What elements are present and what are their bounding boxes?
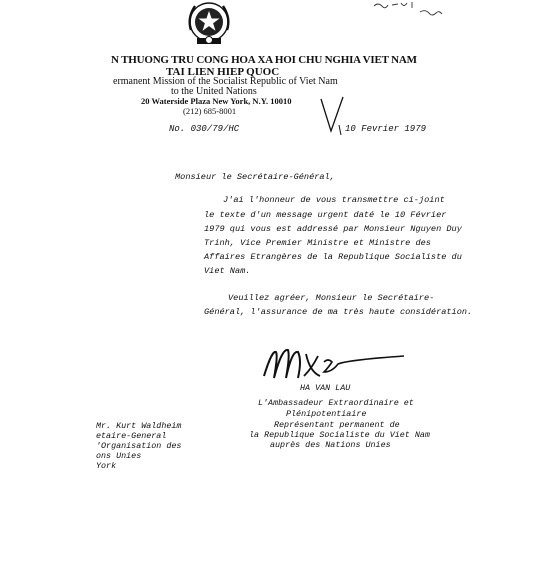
reference-number: No. 030/79/HC — [169, 124, 240, 134]
handwritten-date-mark — [317, 95, 347, 137]
paragraph-1-line: 1979 qui vous est addressé par Monsieur Nguyen Duy — [204, 224, 462, 234]
addressee-line: Mr. Kurt Waldheim — [96, 421, 182, 431]
letterhead-vietnamese-line-1: N THUONG TRU CONG HOA XA HOI CHU NGHIA VIET NAM — [111, 54, 417, 66]
paragraph-1-line: Affaires Etrangères de la Republique Socialiste du — [204, 252, 462, 262]
signatory-title-line: auprès des Nations Unies — [270, 440, 391, 450]
handwritten-note-mark — [370, 0, 450, 24]
salutation: Monsieur le Secrétaire-Général, — [175, 172, 335, 182]
letter-date: 10 Fevrier 1979 — [345, 124, 427, 134]
addressee-line: etaire-General — [96, 431, 167, 441]
signatory-title-line: Plénipotentiaire — [286, 409, 367, 419]
signatory-title-line: L'Ambassadeur Extraordinaire et — [258, 398, 414, 408]
paragraph-1-line: Viet Nam. — [204, 266, 251, 276]
paragraph-1-line: J'ai l'honneur de vous transmettre ci-joint — [223, 195, 445, 205]
handwritten-signature — [258, 342, 408, 384]
signatory-title-line: Représentant permanent de — [274, 420, 400, 430]
letterhead-vietnamese-line-2: TAI LIEN HIEP QUOC — [166, 66, 280, 78]
addressee-line: York — [96, 461, 117, 471]
letterhead-address: 20 Waterside Plaza New York, N.Y. 10010 — [141, 96, 292, 106]
paragraph-1-line: Trinh, Vice Premier Ministre et Ministre des — [204, 238, 431, 248]
letterhead-english-line-1: ermanent Mission of the Socialist Republic of Viet Nam — [113, 76, 338, 87]
paragraph-2-line: Général, l'assurance de ma très haute considération. — [204, 307, 473, 317]
paragraph-2-line: Veuillez agréer, Monsieur le Secrétaire- — [228, 293, 435, 303]
addressee-line: 'Organisation des — [96, 441, 182, 451]
state-emblem-icon — [183, 0, 235, 48]
signatory-title-line: la Republique Socialiste du Viet Nam — [249, 430, 430, 440]
signatory-name: HA VAN LAU — [300, 383, 351, 393]
paragraph-1-line: le texte d'un message urgent daté le 10 Février — [204, 210, 447, 220]
letterhead-phone: (212) 685-8001 — [183, 106, 237, 116]
letterhead-english-line-2: to the United Nations — [171, 86, 257, 97]
addressee-line: ons Unies — [96, 451, 142, 461]
